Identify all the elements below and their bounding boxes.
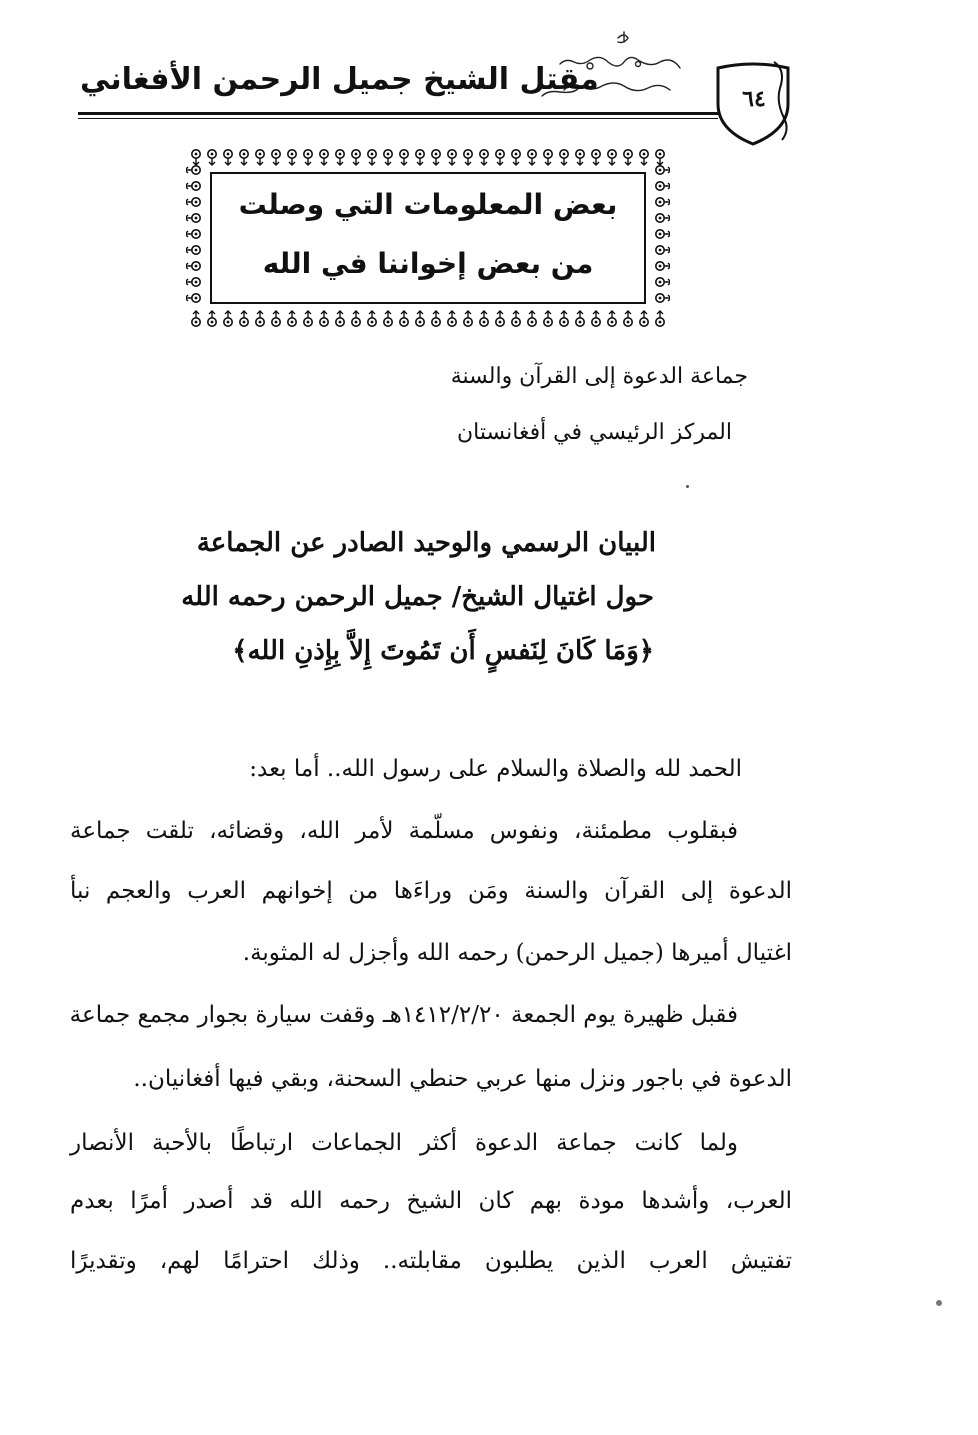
body-line: الدعوة في باجور ونزل منها عربي حنطي السحنة، وبقي فيها أفغانيان..	[133, 1066, 792, 1092]
ornament-motif	[608, 150, 616, 165]
ornament-motif	[464, 150, 472, 165]
ornament-motif	[272, 150, 280, 165]
ornament-motif	[400, 150, 408, 165]
ornament-motif	[656, 214, 670, 222]
ornament-motif	[624, 150, 632, 165]
header-rule	[78, 112, 718, 119]
quran-verse: ﴿وَمَا كَانَ لِنَفسٍ أَن تَمُوتَ إِلاَّ بِإِذنِ الله﴾	[232, 636, 654, 666]
ornament-motif	[656, 150, 664, 165]
heading-line-2: من بعض إخواننا في الله	[262, 247, 594, 280]
ornament-motif	[336, 150, 344, 165]
book-title: مقتل الشيخ جميل الرحمن الأفغاني	[80, 62, 599, 97]
ornament-motif	[448, 150, 456, 165]
body-line: اغتيال أميرها (جميل الرحمن) رحمه الله وأجزل له المثوبة.	[242, 940, 792, 966]
ornament-motif	[256, 150, 264, 165]
ornament-motif	[432, 150, 440, 165]
ornament-motif	[256, 311, 264, 326]
ornament-motif	[288, 150, 296, 165]
ornament-motif	[448, 311, 456, 326]
ornament-motif	[368, 150, 376, 165]
ornament-motif	[512, 150, 520, 165]
ornament-motif	[480, 150, 488, 165]
ornament-motif	[640, 311, 648, 326]
ornament-motif	[186, 230, 200, 238]
ornament-motif	[528, 311, 536, 326]
ornament-motif	[304, 311, 312, 326]
ornament-motif	[656, 182, 670, 190]
ornament-motif	[496, 311, 504, 326]
body-line: ولما كانت جماعة الدعوة أكثر الجماعات ارتباطًا بالأحبة الأنصار	[70, 1130, 738, 1156]
ornament-motif	[416, 150, 424, 165]
ornament-motif	[240, 311, 248, 326]
org-name: جماعة الدعوة إلى القرآن والسنة	[450, 364, 748, 389]
ornament-motif	[192, 150, 200, 165]
ornament-motif	[320, 150, 328, 165]
ornament-motif	[224, 311, 232, 326]
ornament-motif	[656, 311, 664, 326]
ornament-motif	[320, 311, 328, 326]
body-line: فبقلوب مطمئنة، ونفوس مسلّمة لأمر الله، وقضائه، تلقت جماعة	[70, 818, 738, 844]
ornament-motif	[192, 311, 200, 326]
ornament-motif	[656, 230, 670, 238]
ornament-motif	[400, 311, 408, 326]
ornament-motif	[384, 150, 392, 165]
ornament-motif	[288, 311, 296, 326]
ink-mark	[936, 1300, 942, 1306]
body-line: الدعوة إلى القرآن والسنة ومَن وراءَها من إخوانهم العرب والعجم نبأ	[70, 878, 792, 904]
ornament-motif	[656, 166, 670, 174]
ornament-motif	[576, 150, 584, 165]
ornament-motif	[186, 294, 200, 302]
ornament-motif	[608, 311, 616, 326]
page-number: ٦٤	[742, 86, 766, 112]
ornament-motif	[272, 311, 280, 326]
statement-subtitle: حول اغتيال الشيخ/ جميل الرحمن رحمه الله	[181, 582, 654, 612]
ornament-motif	[576, 311, 584, 326]
ornament-motif	[592, 150, 600, 165]
ornament-motif	[208, 311, 216, 326]
ornament-motif	[624, 311, 632, 326]
body-line: الحمد لله والصلاة والسلام على رسول الله.. أما بعد:	[249, 756, 742, 782]
ornament-motif	[496, 150, 504, 165]
ornament-motif	[186, 214, 200, 222]
ornament-motif	[656, 246, 670, 254]
ornament-motif	[512, 311, 520, 326]
ornament-motif	[304, 150, 312, 165]
ornament-motif	[368, 311, 376, 326]
ornament-motif	[560, 150, 568, 165]
ornament-motif	[224, 150, 232, 165]
ornament-motif	[528, 150, 536, 165]
ornament-motif	[186, 182, 200, 190]
ornament-motif	[186, 278, 200, 286]
ornament-motif	[352, 150, 360, 165]
ornament-motif	[464, 311, 472, 326]
heading-line-1: بعض المعلومات التي وصلت	[238, 188, 618, 221]
ornament-motif	[416, 311, 424, 326]
statement-title: البيان الرسمي والوحيد الصادر عن الجماعة	[196, 528, 656, 558]
ornament-motif	[432, 311, 440, 326]
ornament-motif	[656, 198, 670, 206]
ornament-motif	[560, 311, 568, 326]
ink-dot	[686, 485, 689, 488]
ornament-motif	[592, 311, 600, 326]
ornament-motif	[186, 166, 200, 174]
ornament-motif	[208, 150, 216, 165]
ornament-motif	[480, 311, 488, 326]
ornament-motif	[186, 198, 200, 206]
ornament-motif	[544, 311, 552, 326]
page-header	[0, 0, 978, 140]
ornament-motif	[384, 311, 392, 326]
ornament-motif	[186, 246, 200, 254]
ornament-motif	[240, 150, 248, 165]
ornament-motif	[352, 311, 360, 326]
ornament-motif	[186, 262, 200, 270]
ornament-motif	[656, 262, 670, 270]
ornament-motif	[656, 294, 670, 302]
ornament-motif	[656, 278, 670, 286]
body-line: فقبل ظهيرة يوم الجمعة ١٤١٢/٢/٢٠هـ وقفت سيارة بجوار مجمع جماعة	[69, 1002, 738, 1028]
body-line: تفتيش العرب الذين يطلبون مقابلته.. وذلك احترامًا لهم، وتقديرًا	[70, 1248, 792, 1274]
body-line: العرب، وأشدها مودة بهم كان الشيخ رحمه الله قد أصدر أمرًا بعدم	[70, 1188, 792, 1214]
ornament-motif	[544, 150, 552, 165]
ornament-motif	[336, 311, 344, 326]
ornament-motif	[640, 150, 648, 165]
org-location: المركز الرئيسي في أفغانستان	[457, 420, 732, 445]
